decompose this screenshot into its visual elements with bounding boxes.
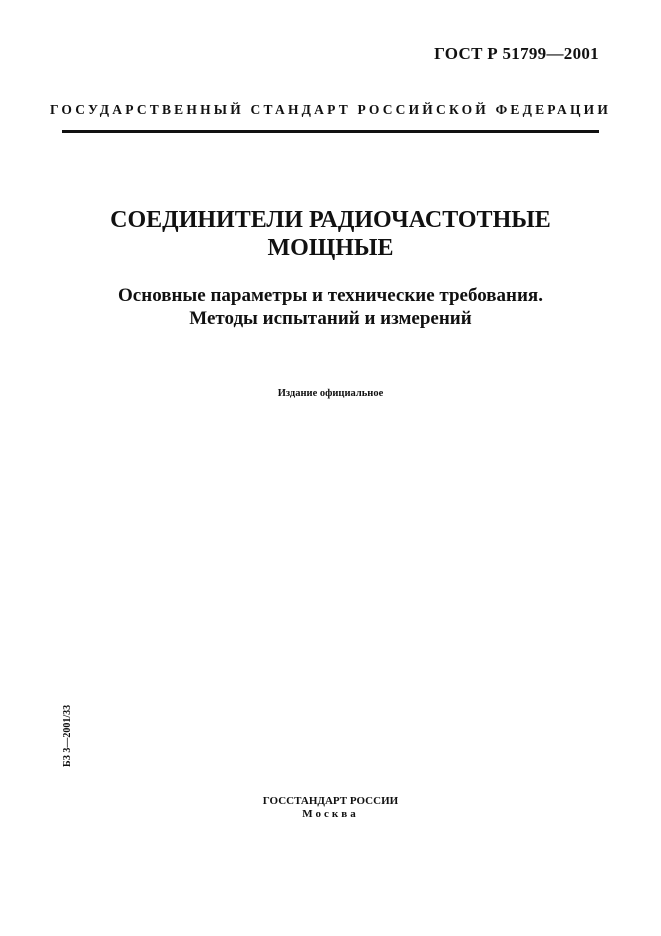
- document-number: ГОСТ Р 51799—2001: [434, 44, 599, 63]
- document-title-line-1: СОЕДИНИТЕЛИ РАДИОЧАСТОТНЫЕ: [110, 207, 551, 233]
- side-code-label: БЗ 3—2001/33: [62, 704, 73, 767]
- header-divider: [62, 130, 599, 133]
- document-subtitle-line-1: Основные параметры и технические требования.: [118, 285, 543, 306]
- document-title: [0, 206, 661, 262]
- state-standard-heading: ГОСУДАРСТВЕННЫЙ СТАНДАРТ РОССИЙСКОЙ ФЕДЕРАЦИИ: [49, 102, 612, 117]
- document-subtitle: [0, 284, 661, 330]
- document-subtitle-line-2: Методы испытаний и измерений: [189, 308, 472, 329]
- document-title-line-2: МОЩНЫЕ: [267, 235, 394, 261]
- publisher-city: Москва: [302, 808, 359, 820]
- edition-label: Издание официальное: [277, 388, 384, 399]
- publisher-name: ГОССТАНДАРТ РОССИИ: [262, 795, 399, 807]
